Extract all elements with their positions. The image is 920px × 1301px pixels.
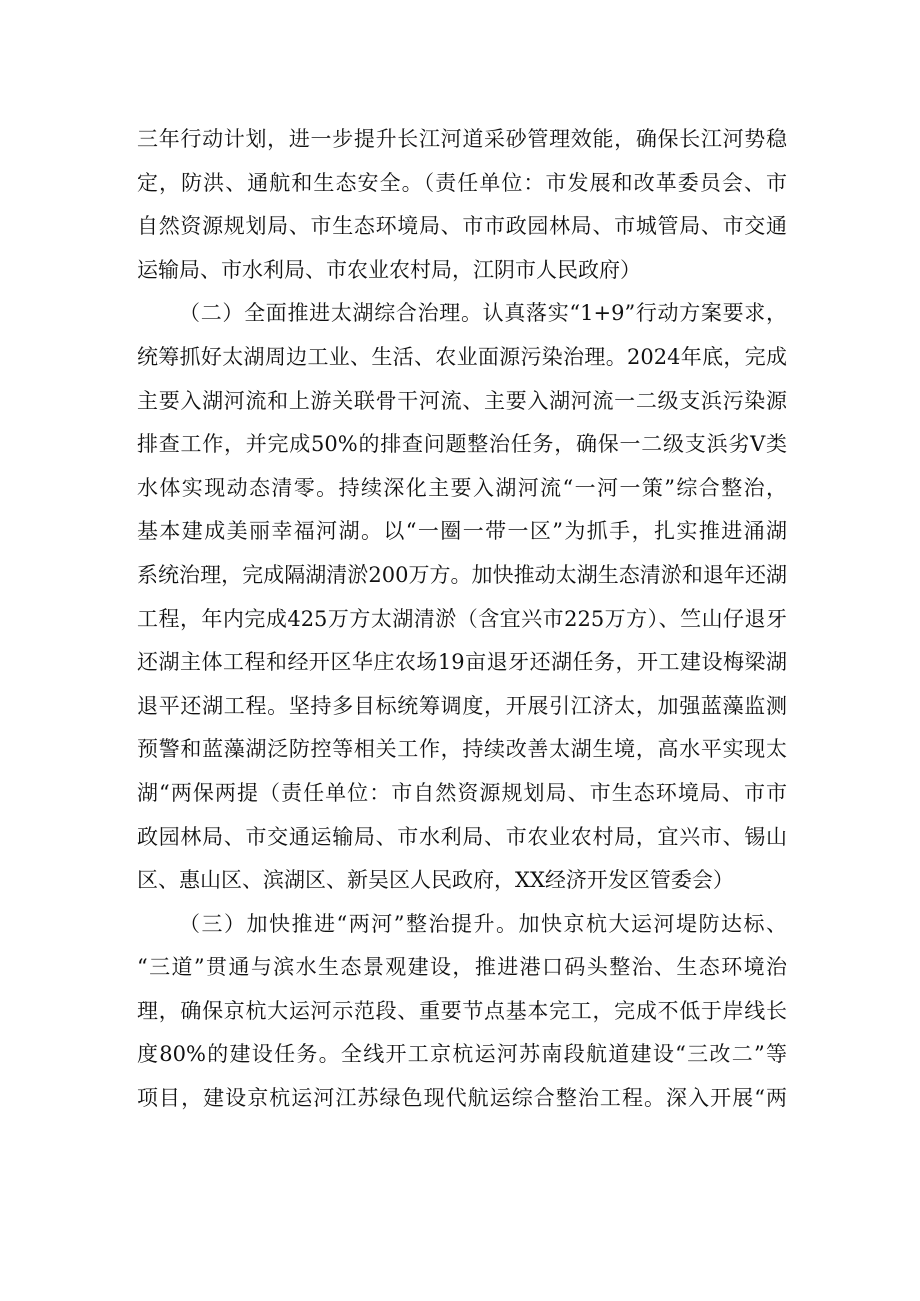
text-line: “三道”贯通与滨水生态景观建设，推进港口码头整治、生态环境治 <box>137 955 787 980</box>
text-line: 定，防洪、通航和生态安全。（责任单位：市发展和改革委员会、市 <box>137 170 787 195</box>
text-line: 统筹抓好太湖周边工业、生活、农业面源污染治理。2024年底，完成 <box>137 344 787 369</box>
text-line: 项目，建设京杭运河江苏绿色现代航运综合整治工程。深入开展“两 <box>137 1086 787 1111</box>
text-line: 还湖主体工程和经开区华庄农场19亩退牙还湖任务，开工建设梅梁湖 <box>137 650 787 675</box>
text-line: 理，确保京杭大运河示范段、重要节点基本完工，完成不低于岸线长 <box>137 998 787 1023</box>
text-line: 区、惠山区、滨湖区、新吴区人民政府，XX经济开发区管委会） <box>137 868 734 893</box>
text-line: 主要入湖河流和上游关联骨干河流、主要入湖河流一二级支浜污染源 <box>137 388 787 413</box>
paragraph-taihu <box>137 292 787 902</box>
text-line: （二）全面推进太湖综合治理。认真落实“1+9”行动方案要求， <box>179 301 787 326</box>
text-line: 度80%的建设任务。全线开工京杭运河苏南段航道建设“三改二”等 <box>137 1042 787 1067</box>
text-line: 系统治理，完成隔湖清淤200万方。加快推动太湖生态清淤和退年还湖 <box>137 562 787 587</box>
text-line: 基本建成美丽幸福河湖。以“一圈一带一区”为抓手，扎实推进涌湖 <box>137 519 787 544</box>
text-line: 水体实现动态清零。持续深化主要入湖河流“一河一策”综合整治， <box>137 475 787 500</box>
text-line: 运输局、市水利局、市农业农村局，江阴市人民政府） <box>137 257 641 282</box>
text-line: （三）加快推进“两河”整治提升。加快京杭大运河堤防达标、 <box>179 911 787 936</box>
text-line: 自然资源规划局、市生态环境局、市市政园林局、市城管局、市交通 <box>137 214 787 239</box>
paragraph-two-rivers <box>137 903 787 1121</box>
document-body <box>137 118 787 1121</box>
paragraph-continuation <box>137 118 787 292</box>
text-line: 退平还湖工程。坚持多目标统筹调度，开展引江济太，加强蓝藻监测 <box>137 693 787 718</box>
text-line: 预警和蓝藻湖泛防控等相关工作，持续改善太湖生境，高水平实现太 <box>137 737 787 762</box>
text-line: 政园林局、市交通运输局、市水利局、市农业农村局，宜兴市、锡山 <box>137 824 787 849</box>
text-line: 湖“两保两提（责任单位：市自然资源规划局、市生态环境局、市市 <box>137 780 787 805</box>
text-line: 工程，年内完成425万方太湖清淤（含宜兴市225万方）、竺山仔退牙 <box>137 606 787 631</box>
text-line: 排查工作，并完成50%的排查问题整治任务，确保一二级支浜劣V类 <box>137 432 787 457</box>
text-line: 三年行动计划，进一步提升长江河道采砂管理效能，确保长江河势稳 <box>137 127 787 151</box>
